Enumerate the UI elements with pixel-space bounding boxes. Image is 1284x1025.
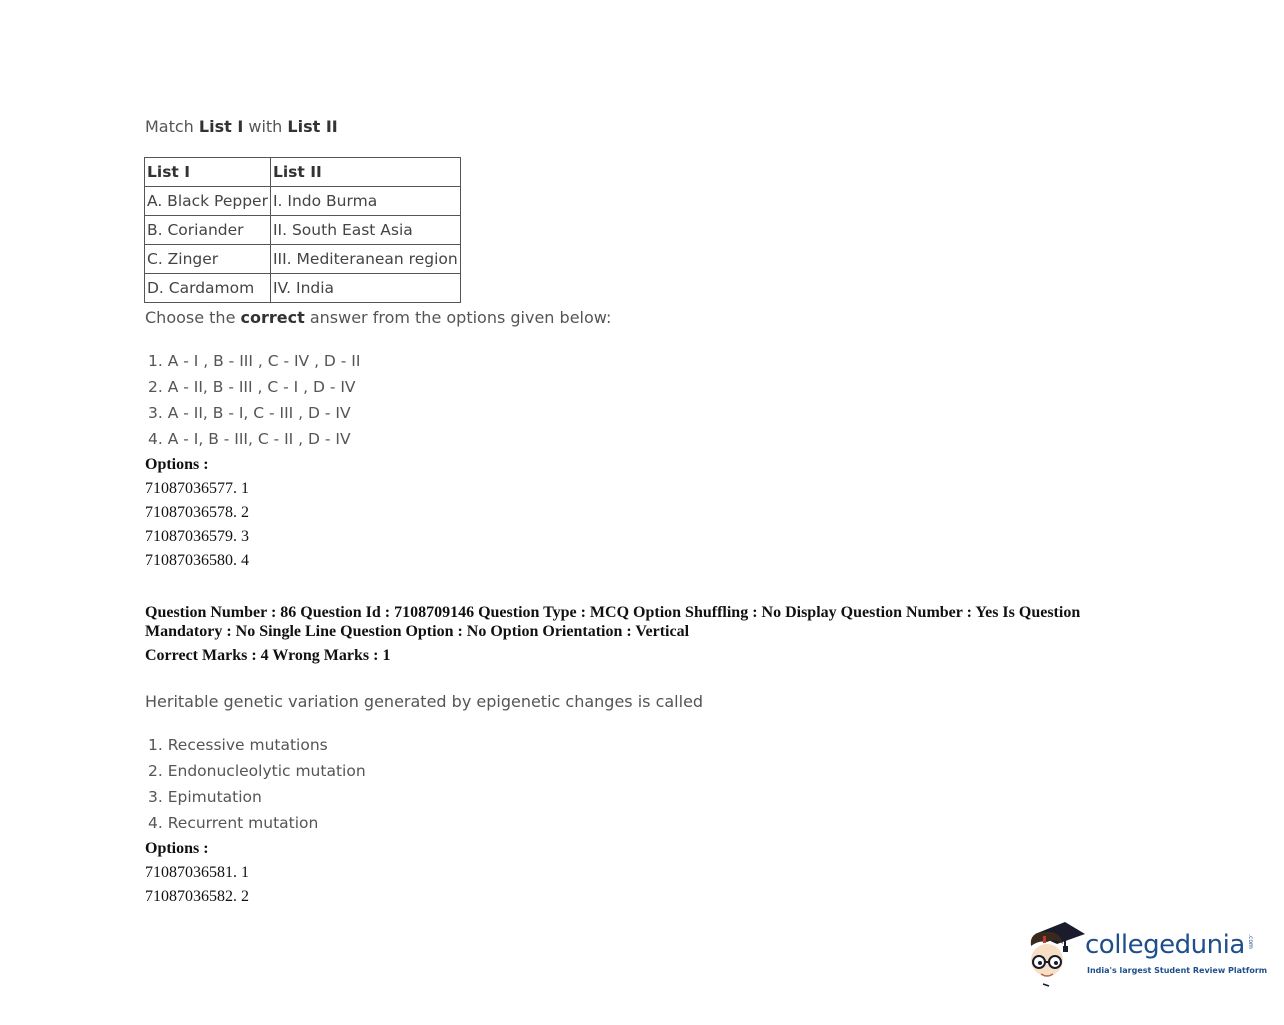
list-item: 1. A - I , B - III , C - IV , D - II <box>148 352 361 370</box>
logo-tagline: India's largest Student Review Platform <box>1087 966 1268 975</box>
table-row <box>145 245 461 274</box>
question-2-stem: Heritable genetic variation generated by epigenetic changes is called <box>145 692 704 711</box>
table-row <box>145 187 461 216</box>
list-item: 2. Endonucleolytic mutation <box>148 762 366 780</box>
table-cell: II. South East Asia <box>270 216 460 245</box>
table-cell: I. Indo Burma <box>270 187 460 216</box>
question-marks: Correct Marks : 4 Wrong Marks : 1 <box>145 647 391 664</box>
list-item: 3. Epimutation <box>148 788 262 806</box>
list-item: 4. A - I, B - III, C - II , D - IV <box>148 430 351 448</box>
question-2-choices <box>148 732 366 836</box>
option-id: 71087036581. 1 <box>145 864 249 881</box>
options-label: Options : <box>145 840 209 857</box>
list-item: 3. A - II, B - I, C - III , D - IV <box>148 404 351 422</box>
question-1-choices <box>148 348 360 452</box>
table-cell: IV. India <box>270 274 460 303</box>
logo-wordmark: collegedunia <box>1085 930 1245 960</box>
table-header-cell: List II <box>270 158 460 187</box>
option-id: 71087036582. 2 <box>145 888 249 905</box>
table-cell: C. Zinger <box>145 245 271 274</box>
option-id: 71087036580. 4 <box>145 552 249 569</box>
table-header-row <box>145 158 461 187</box>
list-item: 2. A - II, B - III , C - I , D - IV <box>148 378 356 396</box>
question-metadata: Question Number : 86 Question Id : 7108709146 Question Type : MCQ Option Shuffling : No Display Question Number : Yes Is Question Mandatory : No Single Line Question Option : No Option Orientation : Vertical <box>145 604 1081 640</box>
option-id: 71087036578. 2 <box>145 504 249 521</box>
collegedunia-logo <box>1025 918 1268 990</box>
logo-domain: .com <box>1246 934 1254 949</box>
options-label: Options : <box>145 456 209 473</box>
question-1-instruction: Choose the correct answer from the options given below: <box>145 308 612 327</box>
list-item: 4. Recurrent mutation <box>148 814 319 832</box>
match-table <box>144 157 461 303</box>
option-id: 71087036577. 1 <box>145 480 249 497</box>
list-item: 1. Recessive mutations <box>148 736 328 754</box>
table-cell: D. Cardamom <box>145 274 271 303</box>
question-1-intro: Match List I with List II <box>145 117 338 136</box>
table-row <box>145 274 461 303</box>
table-cell: B. Coriander <box>145 216 271 245</box>
table-header-cell: List I <box>145 158 271 187</box>
table-cell: III. Mediteranean region <box>270 245 460 274</box>
table-row <box>145 216 461 245</box>
option-id: 71087036579. 3 <box>145 528 249 545</box>
table-cell: A. Black Pepper <box>145 187 271 216</box>
mascot-icon <box>1025 918 1087 990</box>
